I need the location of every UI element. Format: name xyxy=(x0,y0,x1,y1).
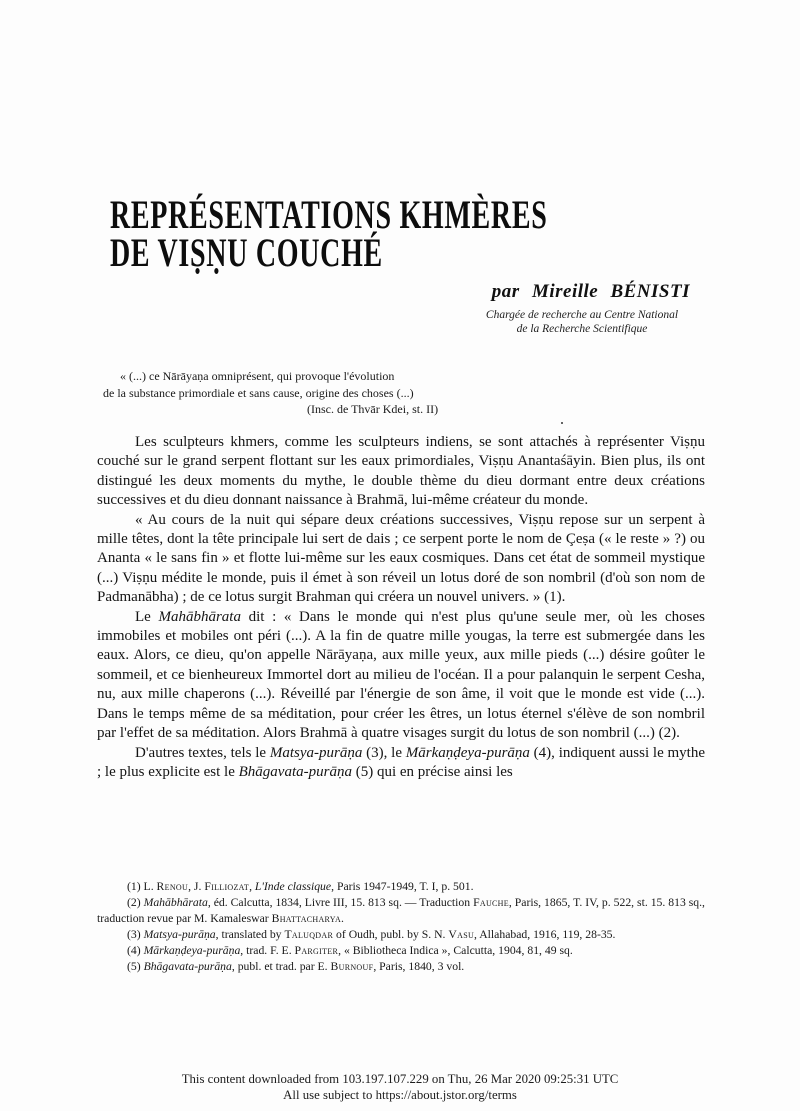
affiliation-line2: de la Recherche Scientifique xyxy=(516,322,648,335)
body-paragraph: Le Mahābhārata dit : « Dans le monde qui n'est plus qu'une seule mer, où les choses immobiles et mobiles ont péri (...). A la fin de quatre mille yougas, la terre est submergée dans les eaux. Alors, ce dieu, qu'on appelle Nārāyaṇa, aux mille yeux, aux mille pieds (...) désire goûter le sommeil, et ce bienheureux Immortel dort au milieu de l'océan. Il a pour palanquin le serpent Cesha, nu, aux mille chaperons (...). Réveillé par l'énergie de son âme, il voit que le monde est vide (...). Dans le temps même de sa méditation, pour créer les êtres, un lotus éternel s'élève de son nombril par l'effet de sa méditation. Alors Brahmā à quatre visages surgit du lotus de son nombril (...) (2). xyxy=(97,608,705,742)
body-paragraph: Les sculpteurs khmers, comme les sculpteurs indiens, se sont attachés à représenter Viṣṇu couché sur le grand serpent flottant sur les eaux primordiales, Viṣṇu Anantaśāyin. Bien plus, ils ont distingué les deux moments du mythe, le double thème du dieu dormant entre deux créations successives et du dieu donnant naissance à Brahmā, lui-même créateur du monde. xyxy=(97,434,705,509)
affiliation-line1: Chargée de recherche au Centre National xyxy=(485,309,679,321)
epigraph-line1: « (...) ce Nārāyaṇa omniprésent, qui provoque l'évolution xyxy=(120,369,395,383)
jstor-footer xyxy=(0,1072,800,1103)
epigraph-line2: de la substance primordiale et sans cause, origine des choses (...) xyxy=(103,385,414,400)
jstor-footer-line1: This content downloaded from 103.197.107.229 on Thu, 26 Mar 2020 09:25:31 UTC xyxy=(181,1072,619,1086)
scan-speck xyxy=(561,422,563,424)
footnote: (3) Matsya-purāṇa, translated by Taluqdar of Oudh, publ. by S. N. Vasu, Allahabad, 1916, 119, 28-35. xyxy=(127,927,616,941)
footnote: (1) L. Renou, J. Filliozat, L'Inde classique, Paris 1947-1949, T. I, p. 501. xyxy=(127,880,474,893)
footnote: (4) Mārkaṇḍeya-purāṇa, trad. F. E. Pargiter, « Bibliotheca Indica », Calcutta, 1904, 81, 49 sq. xyxy=(127,943,573,957)
article-title xyxy=(110,192,548,275)
article-title-line1: REPRÉSENTATIONS KHMÈRES xyxy=(110,192,548,237)
body-paragraph: « Au cours de la nuit qui sépare deux créations successives, Viṣṇu repose sur un serpent à mille têtes, dont la tête principale lui sert de dais ; ce serpent porte le nom de Çeṣa (« le reste » ?) ou Ananta « le sans fin » et flotte lui-même sur les eaux cosmiques. Dans cet état de sommeil mystique (...) Viṣṇu médite le monde, puis il émet à son réveil un lotus doré de son nombril (d'où son nom de Padmanābha) ; de ce lotus surgit Brahman qui créera un nouvel univers. » (1). xyxy=(97,511,705,606)
footnote: (5) Bhāgavata-purāṇa, publ. et trad. par E. Burnouf, Paris, 1840, 3 vol. xyxy=(127,959,465,973)
footnote: (2) Mahābhārata, éd. Calcutta, 1834, Livre III, 15. 813 sq. — Traduction Fauche, Paris, 1865, T. IV, p. 522, st. 15. 813 sq., traduction revue par M. Kamaleswar Bhattacharya. xyxy=(97,895,705,925)
jstor-footer-line2: All use subject to https://about.jstor.org/terms xyxy=(283,1087,517,1102)
epigraph-attribution: (Insc. de Thvār Kdei, st. II) xyxy=(307,402,439,416)
body-text xyxy=(97,433,705,782)
article-title-line2: DE VIṢṆU COUCHÉ xyxy=(110,230,383,275)
author-byline: par Mireille BÉNISTI xyxy=(491,281,690,302)
footnotes xyxy=(97,879,705,974)
author-affiliation xyxy=(462,309,702,336)
body-paragraph: D'autres textes, tels le Matsya-purāṇa (3), le Mārkaṇḍeya-purāṇa (4), indiquent aussi le mythe ; le plus explicite est le Bhāgavata-purāṇa (5) qui en précise ainsi les xyxy=(97,744,706,780)
epigraph xyxy=(103,368,469,418)
